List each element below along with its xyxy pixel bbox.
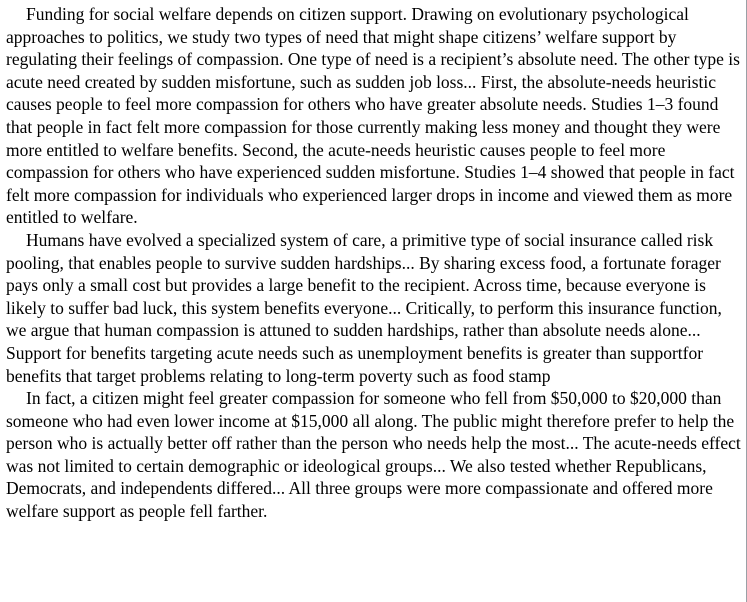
paragraph-risk-pooling: Humans have evolved a specialized system of care, a primitive type of social insurance called risk pooling, that enables people to survive sudden hardships... By sharing excess food, a fortunate forager pays only a small cost but provides a large benefit to the recipient. Across time, because everyone is likely to suffer bad luck, this system benefits everyone... Critically, to perform this insurance function, we argue that human compassion is attuned to sudden hardships, rather than absolute needs alone... Support for benefits targeting acute needs such as unemployment benefits is greater than supportfor benefits that target problems relating to long-term poverty such as food stamp — [6, 229, 722, 386]
paragraph-acute-needs-effect: In fact, a citizen might feel greater compassion for someone who fell from $50,000 to $20,000 than someone who had even lower income at $15,000 all along. The public might therefore prefer to help the person who is actually better off rather than the person who needs help the most... The acute-needs effect was not limited to certain demographic or ideological groups... We also tested whether Republicans, Democrats, and independents differed... All three groups were more compassionate and offered more welfare support as people fell farther. — [6, 388, 741, 522]
paragraph-intro: Funding for social welfare depends on citizen support. Drawing on evolutionary psychological approaches to politics, we study two types of need that might shape citizens’ welfare support by regulating their feelings of compassion. One type of need is a recipient’s absolute need. The other type is acute need created by sudden misfortune, such as sudden job loss... First, the absolute-needs heuristic causes people to feel more compassion for others who have greater absolute needs. Studies 1–3 found that people in fact felt more compassion for those currently making less money and thought they were more entitled to welfare benefits. Second, the acute-needs heuristic causes people to feel more compassion for others who have experienced sudden misfortune. Studies 1–4 showed that people in fact felt more compassion for individuals who experienced larger drops in income and viewed them as more entitled to welfare. — [6, 4, 740, 228]
